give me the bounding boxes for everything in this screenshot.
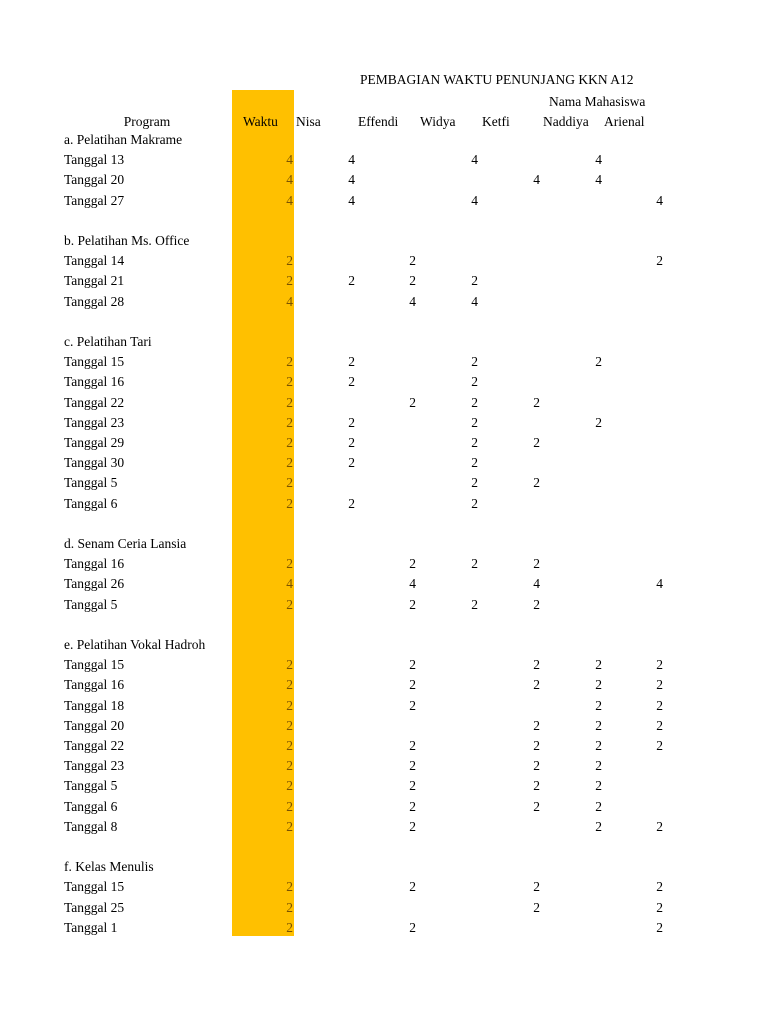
student-hours-cell: 2 [656, 657, 663, 673]
student-hours-cell: 2 [409, 738, 416, 753]
student-hours-cell: 2 [656, 879, 663, 895]
row-date-label: Tanggal 5 [64, 475, 118, 491]
student-hours-cell: 2 [656, 253, 663, 269]
student-hours-cell: 2 [595, 778, 602, 794]
student-hours-cell: 2 [348, 374, 355, 390]
waktu-value: 2 [286, 556, 293, 572]
student-hours-cell: 2 [409, 677, 416, 693]
student-header-nisa: Nisa [296, 114, 321, 129]
student-hours-cell: 2 [533, 556, 540, 572]
student-hours-cell: 2 [348, 495, 355, 511]
waktu-value: 2 [286, 394, 293, 410]
student-hours-cell: 2 [595, 758, 602, 774]
student-hours-cell: 2 [471, 596, 478, 612]
waktu-value: 4 [286, 576, 293, 592]
student-hours-cell: 2 [348, 354, 355, 370]
student-hours-cell: 2 [409, 798, 416, 814]
waktu-value: 2 [286, 354, 293, 370]
student-hours-cell: 2 [595, 818, 602, 834]
waktu-value: 4 [286, 172, 293, 188]
section-title: d. Senam Ceria Lansia [64, 536, 187, 551]
row-date-label: Tanggal 22 [64, 738, 125, 753]
student-hours-cell: 2 [471, 374, 478, 390]
student-hours-cell: 2 [595, 657, 602, 673]
student-header-widya: Widya [420, 114, 456, 129]
student-hours-cell: 2 [595, 414, 602, 430]
student-hours-cell: 2 [533, 738, 540, 753]
row-date-label: Tanggal 16 [64, 677, 125, 693]
student-hours-cell: 2 [471, 556, 478, 572]
student-hours-cell: 2 [595, 677, 602, 693]
sheet-title: PEMBAGIAN WAKTU PENUNJANG KKN A12 [360, 72, 634, 87]
student-hours-cell: 2 [409, 758, 416, 774]
row-date-label: Tanggal 20 [64, 717, 125, 733]
student-hours-cell: 2 [533, 394, 540, 410]
row-date-label: Tanggal 5 [64, 778, 118, 794]
student-hours-cell: 2 [656, 899, 663, 915]
student-hours-cell: 2 [348, 273, 355, 289]
waktu-value: 2 [286, 273, 293, 289]
student-hours-cell: 2 [409, 778, 416, 794]
row-date-label: Tanggal 29 [64, 435, 125, 450]
student-hours-cell: 4 [409, 576, 416, 592]
student-hours-cell: 4 [656, 576, 663, 592]
student-hours-cell: 4 [348, 172, 355, 188]
student-hours-cell: 4 [595, 152, 602, 168]
section-title: c. Pelatihan Tari [64, 334, 152, 349]
student-hours-cell: 4 [348, 152, 355, 168]
row-date-label: Tanggal 15 [64, 354, 125, 370]
student-hours-cell: 2 [533, 798, 540, 814]
student-header-arienal: Arienal [604, 114, 645, 129]
student-hours-cell: 2 [409, 556, 416, 572]
student-hours-cell: 4 [409, 293, 416, 309]
row-date-label: Tanggal 22 [64, 394, 125, 410]
waktu-value: 2 [286, 798, 293, 814]
row-date-label: Tanggal 5 [64, 596, 118, 612]
row-date-label: Tanggal 30 [64, 455, 125, 471]
waktu-value: 2 [286, 919, 293, 935]
student-hours-cell: 2 [533, 778, 540, 794]
waktu-value: 2 [286, 778, 293, 794]
waktu-value: 2 [286, 657, 293, 673]
row-date-label: Tanggal 1 [64, 919, 118, 935]
student-hours-cell: 2 [471, 455, 478, 471]
waktu-value: 2 [286, 475, 293, 491]
row-date-label: Tanggal 6 [64, 798, 118, 814]
student-hours-cell: 2 [471, 273, 478, 289]
student-hours-cell: 4 [348, 192, 355, 208]
row-date-label: Tanggal 16 [64, 374, 125, 390]
row-date-label: Tanggal 25 [64, 899, 125, 915]
student-hours-cell: 2 [533, 475, 540, 491]
student-hours-cell: 4 [471, 293, 478, 309]
student-hours-cell: 2 [533, 596, 540, 612]
section-title: a. Pelatihan Makrame [64, 132, 183, 147]
student-hours-cell: 2 [409, 273, 416, 289]
student-hours-cell: 2 [533, 899, 540, 915]
waktu-value: 2 [286, 818, 293, 834]
row-date-label: Tanggal 6 [64, 495, 118, 511]
student-hours-cell: 2 [471, 435, 478, 450]
waktu-value: 2 [286, 495, 293, 511]
row-date-label: Tanggal 23 [64, 414, 125, 430]
section-title: b. Pelatihan Ms. Office [64, 233, 190, 248]
waktu-value: 2 [286, 717, 293, 733]
waktu-value: 2 [286, 879, 293, 895]
waktu-value: 2 [286, 697, 293, 713]
student-hours-cell: 2 [471, 394, 478, 410]
student-hours-cell: 2 [656, 738, 663, 753]
student-hours-cell: 2 [595, 738, 602, 753]
row-date-label: Tanggal 26 [64, 576, 125, 592]
student-hours-cell: 2 [533, 758, 540, 774]
waktu-value: 2 [286, 253, 293, 269]
student-hours-cell: 2 [656, 677, 663, 693]
student-hours-cell: 2 [656, 919, 663, 935]
student-hours-cell: 2 [595, 798, 602, 814]
student-hours-cell: 4 [656, 192, 663, 208]
student-hours-cell: 2 [471, 354, 478, 370]
student-hours-cell: 2 [348, 455, 355, 471]
student-hours-cell: 2 [471, 495, 478, 511]
row-date-label: Tanggal 15 [64, 657, 125, 673]
row-date-label: Tanggal 21 [64, 273, 125, 289]
row-date-label: Tanggal 13 [64, 152, 125, 168]
student-hours-cell: 2 [409, 657, 416, 673]
student-hours-cell: 2 [533, 657, 540, 673]
student-hours-cell: 2 [409, 253, 416, 269]
waktu-value: 2 [286, 455, 293, 471]
student-hours-cell: 2 [595, 354, 602, 370]
students-group-header: Nama Mahasiswa [549, 94, 646, 109]
row-date-label: Tanggal 27 [64, 192, 125, 208]
row-date-label: Tanggal 18 [64, 697, 125, 713]
student-hours-cell: 2 [409, 596, 416, 612]
student-hours-cell: 2 [409, 394, 416, 410]
waktu-value: 2 [286, 758, 293, 774]
section-title: e. Pelatihan Vokal Hadroh [64, 637, 206, 652]
student-hours-cell: 2 [409, 919, 416, 935]
student-hours-cell: 2 [656, 697, 663, 713]
waktu-value: 2 [286, 677, 293, 693]
waktu-value: 2 [286, 414, 293, 430]
student-hours-cell: 2 [409, 818, 416, 834]
student-hours-cell: 4 [471, 152, 478, 168]
row-date-label: Tanggal 28 [64, 293, 125, 309]
student-hours-cell: 2 [595, 717, 602, 733]
student-header-effendi: Effendi [358, 114, 399, 129]
waktu-column-header: Waktu [243, 114, 278, 129]
student-hours-cell: 4 [533, 576, 540, 592]
waktu-value: 2 [286, 899, 293, 915]
row-date-label: Tanggal 15 [64, 879, 125, 895]
section-title: f. Kelas Menulis [64, 859, 154, 875]
row-date-label: Tanggal 20 [64, 172, 125, 188]
waktu-value: 4 [286, 293, 293, 309]
student-hours-cell: 2 [656, 717, 663, 733]
row-date-label: Tanggal 8 [64, 818, 118, 834]
row-date-label: Tanggal 23 [64, 758, 125, 774]
student-hours-cell: 2 [409, 879, 416, 895]
student-hours-cell: 2 [348, 435, 355, 450]
waktu-value: 2 [286, 596, 293, 612]
student-hours-cell: 4 [533, 172, 540, 188]
student-hours-cell: 2 [471, 414, 478, 430]
waktu-value: 4 [286, 192, 293, 208]
waktu-value: 2 [286, 435, 293, 450]
row-date-label: Tanggal 16 [64, 556, 125, 572]
student-hours-cell: 2 [409, 697, 416, 713]
program-column-header: Program [123, 114, 171, 129]
student-hours-cell: 2 [533, 717, 540, 733]
student-header-naddiya: Naddiya [543, 114, 589, 129]
student-hours-cell: 4 [595, 172, 602, 188]
student-hours-cell: 2 [533, 435, 540, 450]
student-hours-cell: 2 [595, 697, 602, 713]
student-hours-cell: 2 [656, 818, 663, 834]
student-hours-cell: 2 [471, 475, 478, 491]
student-hours-cell: 4 [471, 192, 478, 208]
row-date-label: Tanggal 14 [64, 253, 125, 269]
student-header-ketfi: Ketfi [482, 114, 510, 129]
waktu-value: 4 [286, 152, 293, 168]
student-hours-cell: 2 [533, 879, 540, 895]
student-hours-cell: 2 [533, 677, 540, 693]
waktu-value: 2 [286, 738, 293, 753]
student-hours-cell: 2 [348, 414, 355, 430]
waktu-value: 2 [286, 374, 293, 390]
